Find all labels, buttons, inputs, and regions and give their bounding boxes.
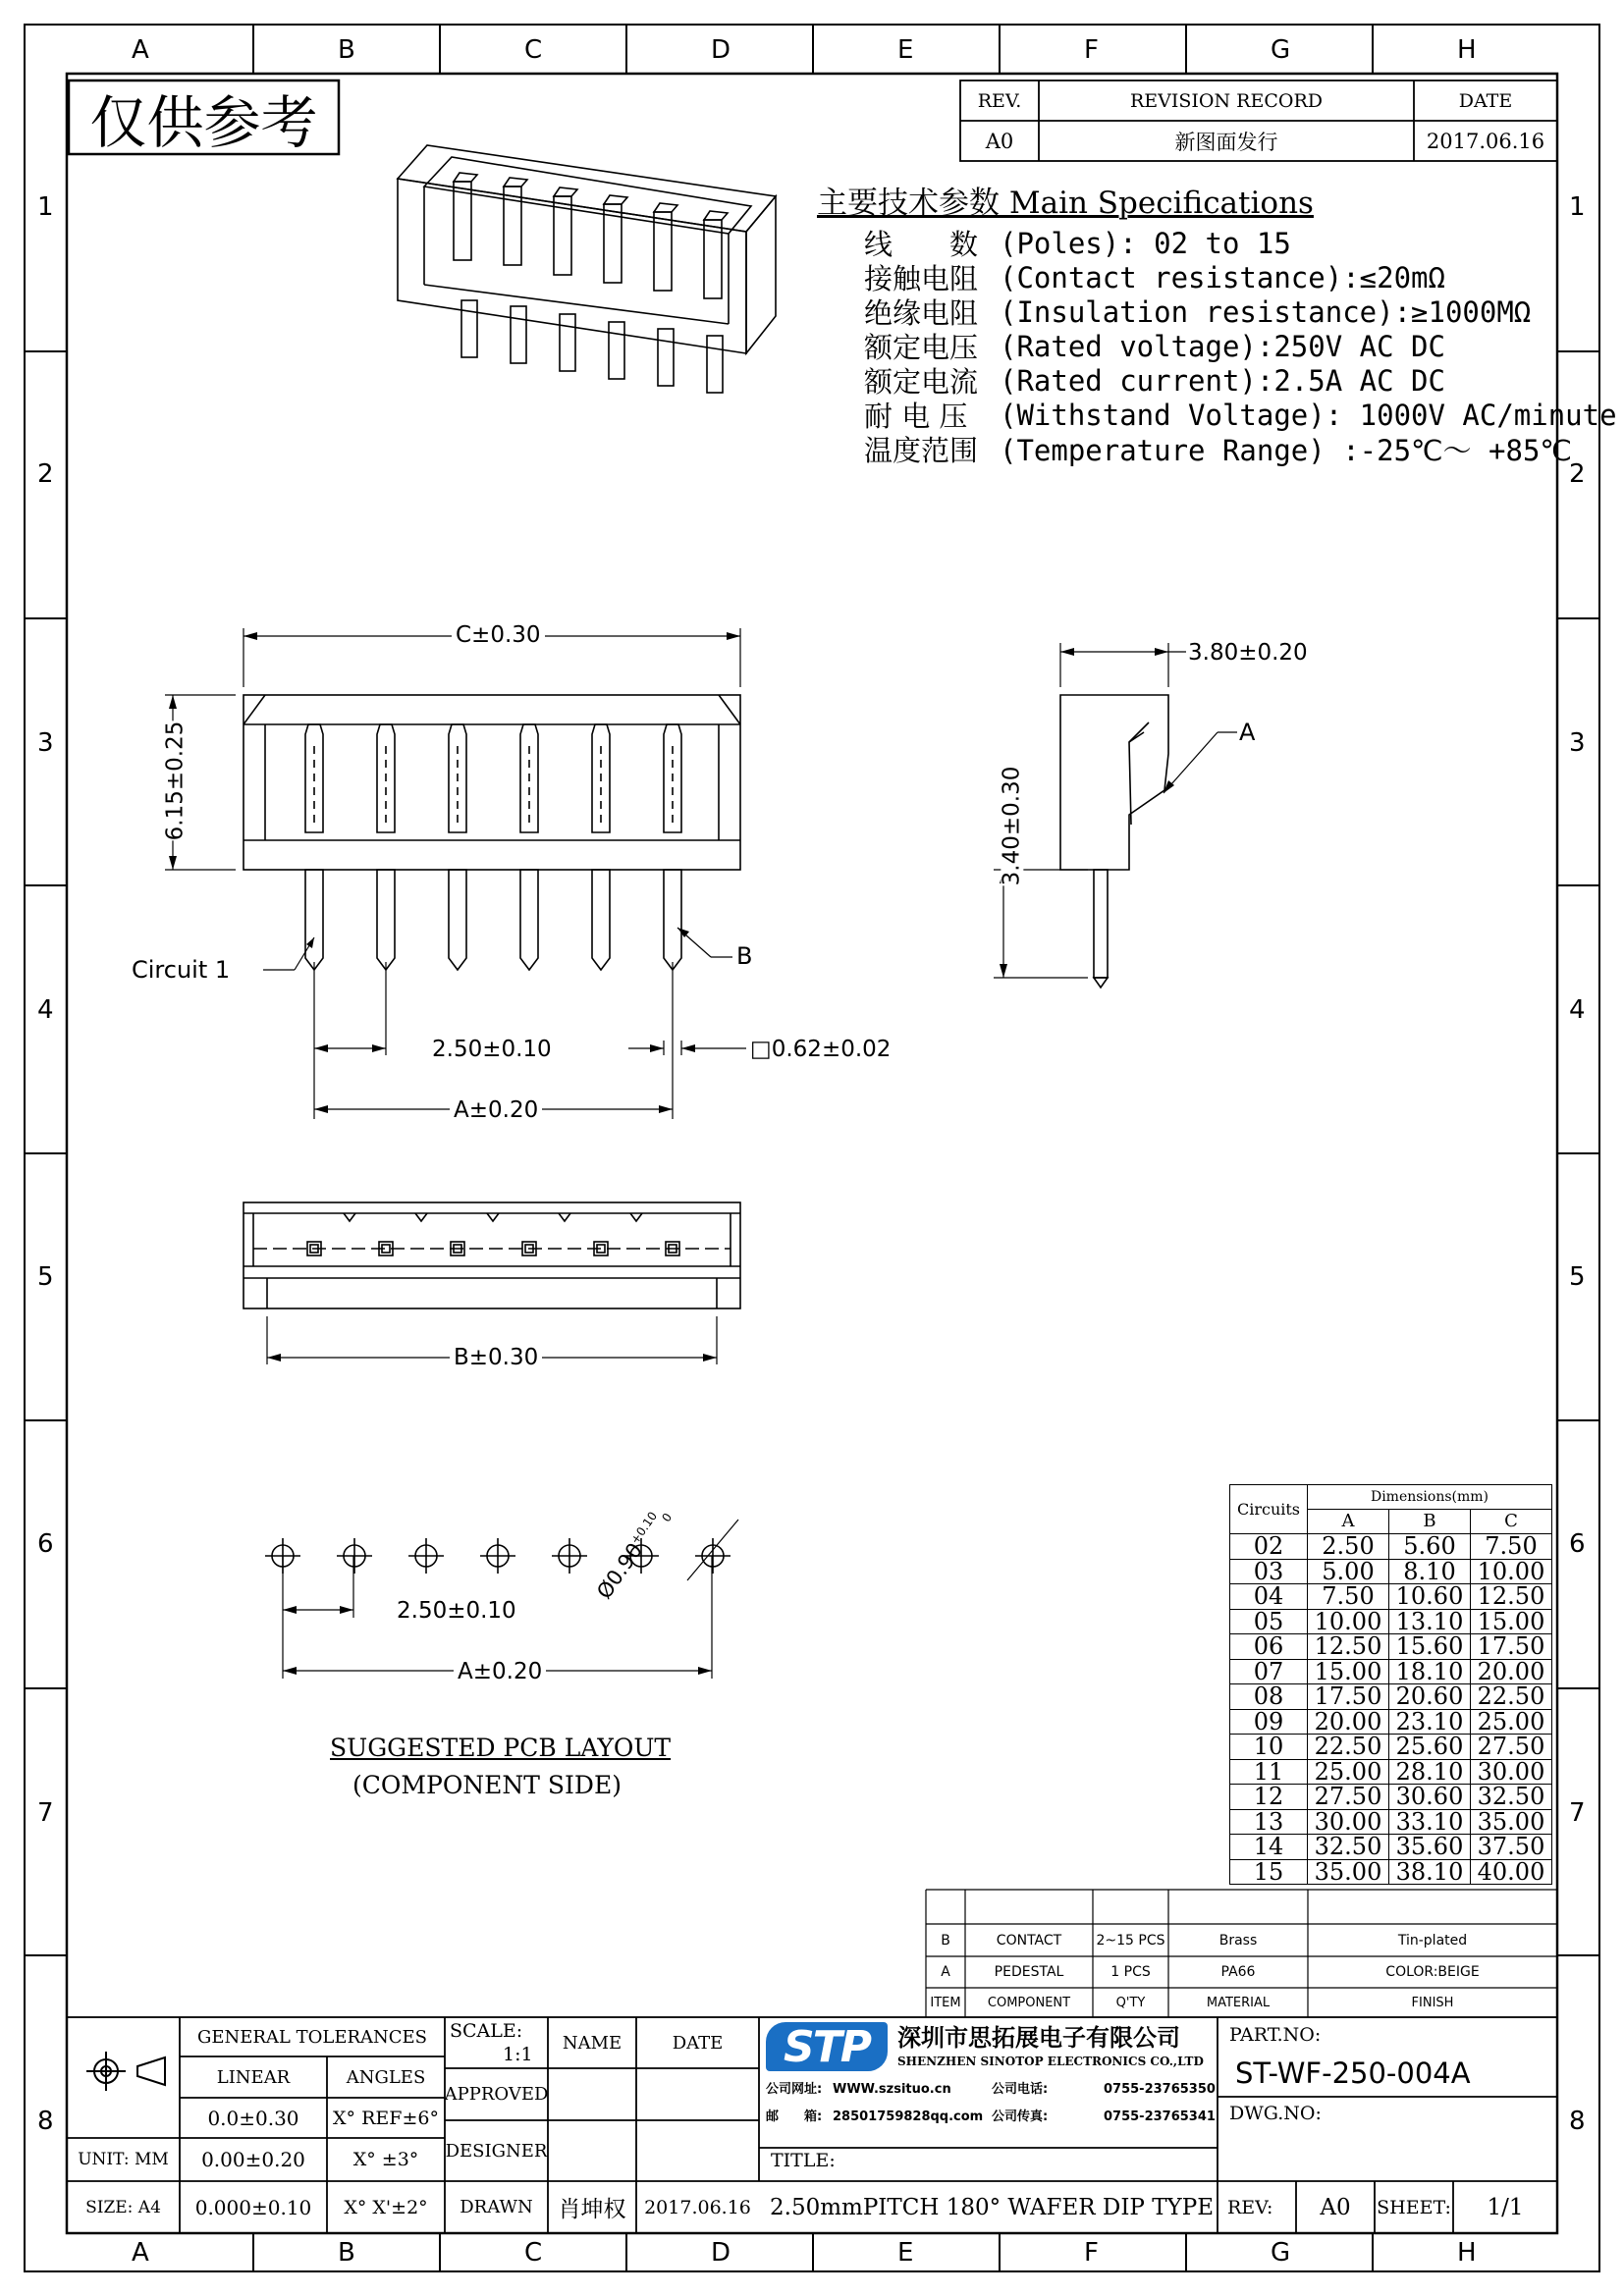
hole-tol-minus: 0 <box>659 1510 676 1525</box>
rev-value: A0 <box>985 129 1014 153</box>
top-latch-notch <box>344 1213 355 1221</box>
dim-c-width: C±0.30 <box>452 624 545 647</box>
grid-col-top-c: C <box>524 35 543 65</box>
dim-circuit-cell: 06 <box>1230 1634 1308 1660</box>
dim-value-cell: 5.00 <box>1308 1559 1389 1584</box>
spec-cn: 耐 电 压 <box>864 400 968 433</box>
spec-row <box>864 432 1617 466</box>
grid-row-left-6: 6 <box>37 1529 54 1559</box>
top-latch-notch <box>559 1213 570 1221</box>
dim-value-cell: 2.50 <box>1308 1534 1389 1560</box>
dim-value-cell: 25.00 <box>1308 1759 1389 1785</box>
grid-col-bottom-c: C <box>524 2238 543 2268</box>
spec-cn: 线 数 <box>864 228 979 261</box>
tol-angle-2: X° ±3° <box>352 2149 419 2170</box>
dimensions-header: Dimensions(mm) <box>1308 1485 1552 1510</box>
tol-angle-1: X° REF±6° <box>333 2107 439 2129</box>
grid-row-left-2: 2 <box>37 459 54 489</box>
dim-pitch: 2.50±0.10 <box>432 1037 552 1062</box>
spec-cn: 绝缘电阻 <box>864 296 979 330</box>
dim-table-row <box>1230 1859 1552 1885</box>
website-label: 公司网址: <box>766 2082 823 2097</box>
tol-linear-1: 0.0±0.30 <box>207 2106 299 2130</box>
projection-symbol-icon <box>86 2052 165 2091</box>
grid-col-top-b: B <box>338 35 355 65</box>
side-view <box>1060 695 1168 988</box>
fax: 0755-23765341 <box>1104 2109 1216 2124</box>
dim-table-row <box>1230 1785 1552 1810</box>
front-view <box>244 695 740 970</box>
callout-b: B <box>736 942 753 970</box>
dim-circuit-cell: 05 <box>1230 1609 1308 1634</box>
spec-en: (Insulation resistance):≥1000MΩ <box>1000 294 1532 329</box>
grid-col-top-e: E <box>897 35 914 65</box>
dim-value-cell: 17.50 <box>1308 1684 1389 1710</box>
website: WWW.szsituo.cn <box>833 2082 951 2097</box>
grid-row-left-1: 1 <box>37 192 54 222</box>
grid-row-right-4: 4 <box>1569 995 1586 1025</box>
grid-row-right-5: 5 <box>1569 1262 1586 1292</box>
pcb-layout-title: SUGGESTED PCB LAYOUT <box>330 1734 672 1762</box>
front-pin-tail <box>520 870 538 970</box>
dimension-lines <box>162 628 1237 1679</box>
dim-table-row <box>1230 1759 1552 1785</box>
part-no: ST-WF-250-004A <box>1235 2056 1471 2090</box>
grid-row-left-5: 5 <box>37 1262 54 1292</box>
dim-circuit-cell: 11 <box>1230 1759 1308 1785</box>
top-latch-notch <box>415 1213 427 1221</box>
dim-value-cell: 35.60 <box>1389 1835 1471 1860</box>
grid-row-right-7: 7 <box>1569 1798 1586 1828</box>
part-no-label: PART.NO: <box>1229 2024 1322 2046</box>
grid-col-top-f: F <box>1084 35 1099 65</box>
bom-b-item: B <box>941 1932 950 1949</box>
grid-col-bottom-e: E <box>897 2238 914 2268</box>
company-name-cn: 深圳市思拓展电子有限公司 <box>897 2024 1180 2052</box>
grid-col-top-d: D <box>711 35 731 65</box>
dim-value-cell: 5.60 <box>1389 1534 1471 1560</box>
dimensions-table <box>1229 1484 1552 1885</box>
circuits-header: Circuits <box>1230 1485 1308 1534</box>
dim-circuit-cell: 04 <box>1230 1584 1308 1610</box>
bom-b-component: CONTACT <box>996 1932 1062 1949</box>
callout-a: A <box>1239 719 1256 746</box>
tol-linear-2: 0.00±0.20 <box>201 2148 305 2171</box>
hole-dia-value: Ø0.90 <box>592 1538 648 1604</box>
phone-label: 公司电话: <box>992 2082 1049 2097</box>
bom-b-finish: Tin-plated <box>1397 1932 1468 1949</box>
dim-value-cell: 30.60 <box>1389 1785 1471 1810</box>
circuit-1-label: Circuit 1 <box>132 956 231 984</box>
dim-circuit-cell: 02 <box>1230 1534 1308 1560</box>
general-tolerances: GENERAL TOLERANCES <box>196 2026 428 2048</box>
dim-side-height: 3.40±0.30 <box>999 766 1025 886</box>
bom-a-item: A <box>941 1964 950 1980</box>
sheet-value: 1/1 <box>1487 2194 1524 2220</box>
dim-value-cell: 25.00 <box>1471 1709 1552 1735</box>
dim-value-cell: 18.10 <box>1389 1659 1471 1684</box>
dim-value-cell: 32.50 <box>1471 1785 1552 1810</box>
tol-linear-3: 0.000±0.10 <box>194 2195 312 2219</box>
reference-only-stamp: 仅供参考 <box>89 88 318 156</box>
dim-value-cell: 13.10 <box>1389 1609 1471 1634</box>
date-col-header: DATE <box>672 2032 724 2054</box>
dim-value-cell: 32.50 <box>1308 1835 1389 1860</box>
dim-table-row <box>1230 1609 1552 1634</box>
specs-list <box>864 226 1617 466</box>
fax-label: 公司传真: <box>992 2109 1049 2124</box>
dim-circuit-cell: 14 <box>1230 1835 1308 1860</box>
grid-col-bottom-a: A <box>132 2238 149 2268</box>
bom-header-qty: Q'TY <box>1115 1995 1146 2010</box>
spec-row <box>864 226 1617 260</box>
bom-header-item: ITEM <box>930 1995 961 2010</box>
front-pin-tail <box>449 870 466 970</box>
rev-block-label: REV: <box>1227 2196 1273 2218</box>
bom-b-material: Brass <box>1218 1932 1258 1949</box>
revision-record-header: REVISION RECORD <box>1130 89 1323 112</box>
grid-row-left-3: 3 <box>37 728 54 758</box>
dim-value-cell: 25.60 <box>1389 1735 1471 1760</box>
designer-label: DESIGNER <box>445 2140 548 2162</box>
grid-col-top-h: H <box>1457 35 1477 65</box>
bom-a-finish: COLOR:BEIGE <box>1385 1964 1480 1980</box>
grid-col-bottom-f: F <box>1084 2238 1099 2268</box>
dim-value-cell: 30.00 <box>1308 1809 1389 1835</box>
unit-label: UNIT: MM <box>78 2150 169 2169</box>
dim-table-row <box>1230 1534 1552 1560</box>
scale-label: SCALE: <box>450 2020 523 2042</box>
dim-table-row <box>1230 1659 1552 1684</box>
pcb-layout-subtitle: (COMPONENT SIDE) <box>352 1771 622 1799</box>
dim-value-cell: 27.50 <box>1471 1735 1552 1760</box>
dim-pin-size: □0.62±0.02 <box>750 1037 892 1062</box>
dim-value-cell: 28.10 <box>1389 1759 1471 1785</box>
date-header: DATE <box>1458 89 1513 112</box>
dim-value-cell: 33.10 <box>1389 1809 1471 1835</box>
dim-value-cell: 27.50 <box>1308 1785 1389 1810</box>
tol-angle-3: X° X'±2° <box>344 2196 428 2218</box>
dim-circuit-cell: 03 <box>1230 1559 1308 1584</box>
drawn-date: 2017.06.16 <box>644 2196 751 2218</box>
spec-en: (Withstand Voltage): 1000V AC/minute <box>1000 398 1617 432</box>
grid-col-bottom-h: H <box>1457 2238 1477 2268</box>
sheet-label: SHEET: <box>1377 2196 1451 2218</box>
approved-label: APPROVED <box>444 2084 549 2105</box>
dim-value-cell: 15.00 <box>1308 1659 1389 1684</box>
dim-value-cell: 17.50 <box>1471 1634 1552 1660</box>
spec-row <box>864 260 1617 294</box>
dim-value-cell: 20.00 <box>1471 1659 1552 1684</box>
size-label: SIZE: A4 <box>85 2197 161 2217</box>
angles-header: ANGLES <box>346 2066 426 2088</box>
email: 28501759828qq.com <box>833 2109 984 2124</box>
spec-row <box>864 363 1617 398</box>
rev-block-value: A0 <box>1320 2194 1351 2220</box>
dim-value-cell: 15.00 <box>1471 1609 1552 1634</box>
drawn-name: 肖坤权 <box>558 2197 626 2222</box>
dim-a-width: A±0.20 <box>450 1099 542 1122</box>
pcb-layout-view <box>265 1538 731 1574</box>
drawn-label: DRAWN <box>460 2197 533 2217</box>
front-pin-tail <box>592 870 610 970</box>
dim-value-cell: 10.00 <box>1308 1609 1389 1634</box>
dim-value-cell: 23.10 <box>1389 1709 1471 1735</box>
dim-value-cell: 22.50 <box>1308 1735 1389 1760</box>
dim-value-cell: 10.00 <box>1471 1559 1552 1584</box>
hole-tol-plus: +0.10 <box>627 1509 661 1547</box>
dwg-no-label: DWG.NO: <box>1229 2103 1322 2124</box>
dim-table-row <box>1230 1584 1552 1610</box>
dim-table-row <box>1230 1559 1552 1584</box>
dim-circuit-cell: 12 <box>1230 1785 1308 1810</box>
scale-value: 1:1 <box>503 2044 533 2065</box>
specs-title: 主要技术参数 Main Specifications <box>817 186 1314 221</box>
dim-value-cell: 12.50 <box>1471 1584 1552 1610</box>
spec-en: (Poles): 02 to 15 <box>1000 226 1291 260</box>
bom-a-material: PA66 <box>1220 1964 1256 1980</box>
grid-row-right-3: 3 <box>1569 728 1586 758</box>
col-a-header: A <box>1308 1510 1389 1534</box>
dim-value-cell: 10.60 <box>1389 1584 1471 1610</box>
bom-header-material: MATERIAL <box>1206 1995 1271 2010</box>
spec-en: (Rated current):2.5A AC DC <box>1000 363 1445 398</box>
dim-table-row <box>1230 1835 1552 1860</box>
dim-b-width: B±0.30 <box>450 1347 542 1369</box>
grid-col-bottom-d: D <box>711 2238 731 2268</box>
bom-header-finish: FINISH <box>1411 1995 1454 2010</box>
dim-pcb-pitch: 2.50±0.10 <box>397 1598 516 1624</box>
grid-row-right-1: 1 <box>1569 192 1586 222</box>
grid-col-top-g: G <box>1271 35 1291 65</box>
bom-a-qty: 1 PCS <box>1110 1964 1151 1980</box>
dim-circuit-cell: 08 <box>1230 1684 1308 1710</box>
bom-b-qty: 2~15 PCS <box>1096 1932 1165 1949</box>
dim-value-cell: 35.00 <box>1471 1809 1552 1835</box>
spec-en: (Temperature Range) :-25℃～ +85℃ <box>1000 434 1573 467</box>
spec-row <box>864 398 1617 432</box>
grid-row-right-6: 6 <box>1569 1529 1586 1559</box>
dim-circuit-cell: 13 <box>1230 1809 1308 1835</box>
dim-value-cell: 7.50 <box>1471 1534 1552 1560</box>
dim-circuit-cell: 09 <box>1230 1709 1308 1735</box>
dim-front-height: 6.15±0.25 <box>162 721 189 841</box>
dim-value-cell: 7.50 <box>1308 1584 1389 1610</box>
spec-en: (Contact resistance):≤20mΩ <box>1000 260 1445 294</box>
front-pin-tail <box>305 870 323 970</box>
spec-cn: 接触电阻 <box>864 262 979 295</box>
dim-value-cell: 20.60 <box>1389 1684 1471 1710</box>
title-label: TITLE: <box>771 2150 836 2171</box>
dim-value-cell: 12.50 <box>1308 1634 1389 1660</box>
dim-value-cell: 30.00 <box>1471 1759 1552 1785</box>
dim-circuit-cell: 07 <box>1230 1659 1308 1684</box>
spec-cn: 额定电压 <box>864 331 979 364</box>
dim-value-cell: 37.50 <box>1471 1835 1552 1860</box>
grid-row-left-8: 8 <box>37 2107 54 2136</box>
dim-value-cell: 40.00 <box>1471 1859 1552 1885</box>
grid-row-left-7: 7 <box>37 1798 54 1828</box>
dim-value-cell: 20.00 <box>1308 1709 1389 1735</box>
top-latch-notch <box>630 1213 642 1221</box>
dim-table-row <box>1230 1709 1552 1735</box>
dim-side-width: 3.80±0.20 <box>1188 640 1308 666</box>
dim-value-cell: 38.10 <box>1389 1859 1471 1885</box>
top-view <box>244 1202 740 1308</box>
grid-row-right-8: 8 <box>1569 2107 1586 2136</box>
spec-cn: 额定电流 <box>864 365 979 399</box>
company-logo: STP <box>766 2022 888 2071</box>
grid-col-top-a: A <box>132 35 149 65</box>
col-b-header: B <box>1389 1510 1471 1534</box>
company-name-en: SHENZHEN SINOTOP ELECTRONICS CO.,LTD <box>897 2055 1204 2068</box>
bom-header-component: COMPONENT <box>987 1995 1071 2010</box>
revision-date-value: 2017.06.16 <box>1426 129 1545 153</box>
dim-circuit-cell: 10 <box>1230 1735 1308 1760</box>
dim-table-row <box>1230 1634 1552 1660</box>
phone: 0755-23765350 <box>1104 2082 1216 2097</box>
linear-header: LINEAR <box>216 2066 291 2088</box>
dim-value-cell: 22.50 <box>1471 1684 1552 1710</box>
grid-col-bottom-g: G <box>1271 2238 1291 2268</box>
col-c-header: C <box>1471 1510 1552 1534</box>
spec-row <box>864 329 1617 363</box>
revision-record-value: 新图面发行 <box>1174 130 1278 154</box>
spec-row <box>864 294 1617 329</box>
email-label: 邮 箱: <box>766 2109 823 2124</box>
front-pin-tail <box>377 870 395 970</box>
spec-en: (Rated voltage):250V AC DC <box>1000 329 1445 363</box>
drawing-title: 2.50mmPITCH 180° WAFER DIP TYPE <box>770 2194 1214 2220</box>
dim-table-row <box>1230 1809 1552 1835</box>
dim-circuit-cell: 15 <box>1230 1859 1308 1885</box>
grid-row-left-4: 4 <box>37 995 54 1025</box>
dim-table-row <box>1230 1735 1552 1760</box>
front-pin-tail <box>664 870 681 970</box>
bom-a-component: PEDESTAL <box>994 1964 1064 1980</box>
name-header: NAME <box>562 2032 623 2054</box>
dim-pcb-a: A±0.20 <box>454 1661 546 1683</box>
dim-value-cell: 15.60 <box>1389 1634 1471 1660</box>
grid-row-right-2: 2 <box>1569 459 1586 489</box>
dim-value-cell: 8.10 <box>1389 1559 1471 1584</box>
rev-header: REV. <box>977 89 1022 112</box>
dim-table-row <box>1230 1684 1552 1710</box>
grid-col-bottom-b: B <box>338 2238 355 2268</box>
top-latch-notch <box>487 1213 499 1221</box>
dim-value-cell: 35.00 <box>1308 1859 1389 1885</box>
isometric-view <box>398 145 776 393</box>
spec-cn: 温度范围 <box>864 434 979 467</box>
